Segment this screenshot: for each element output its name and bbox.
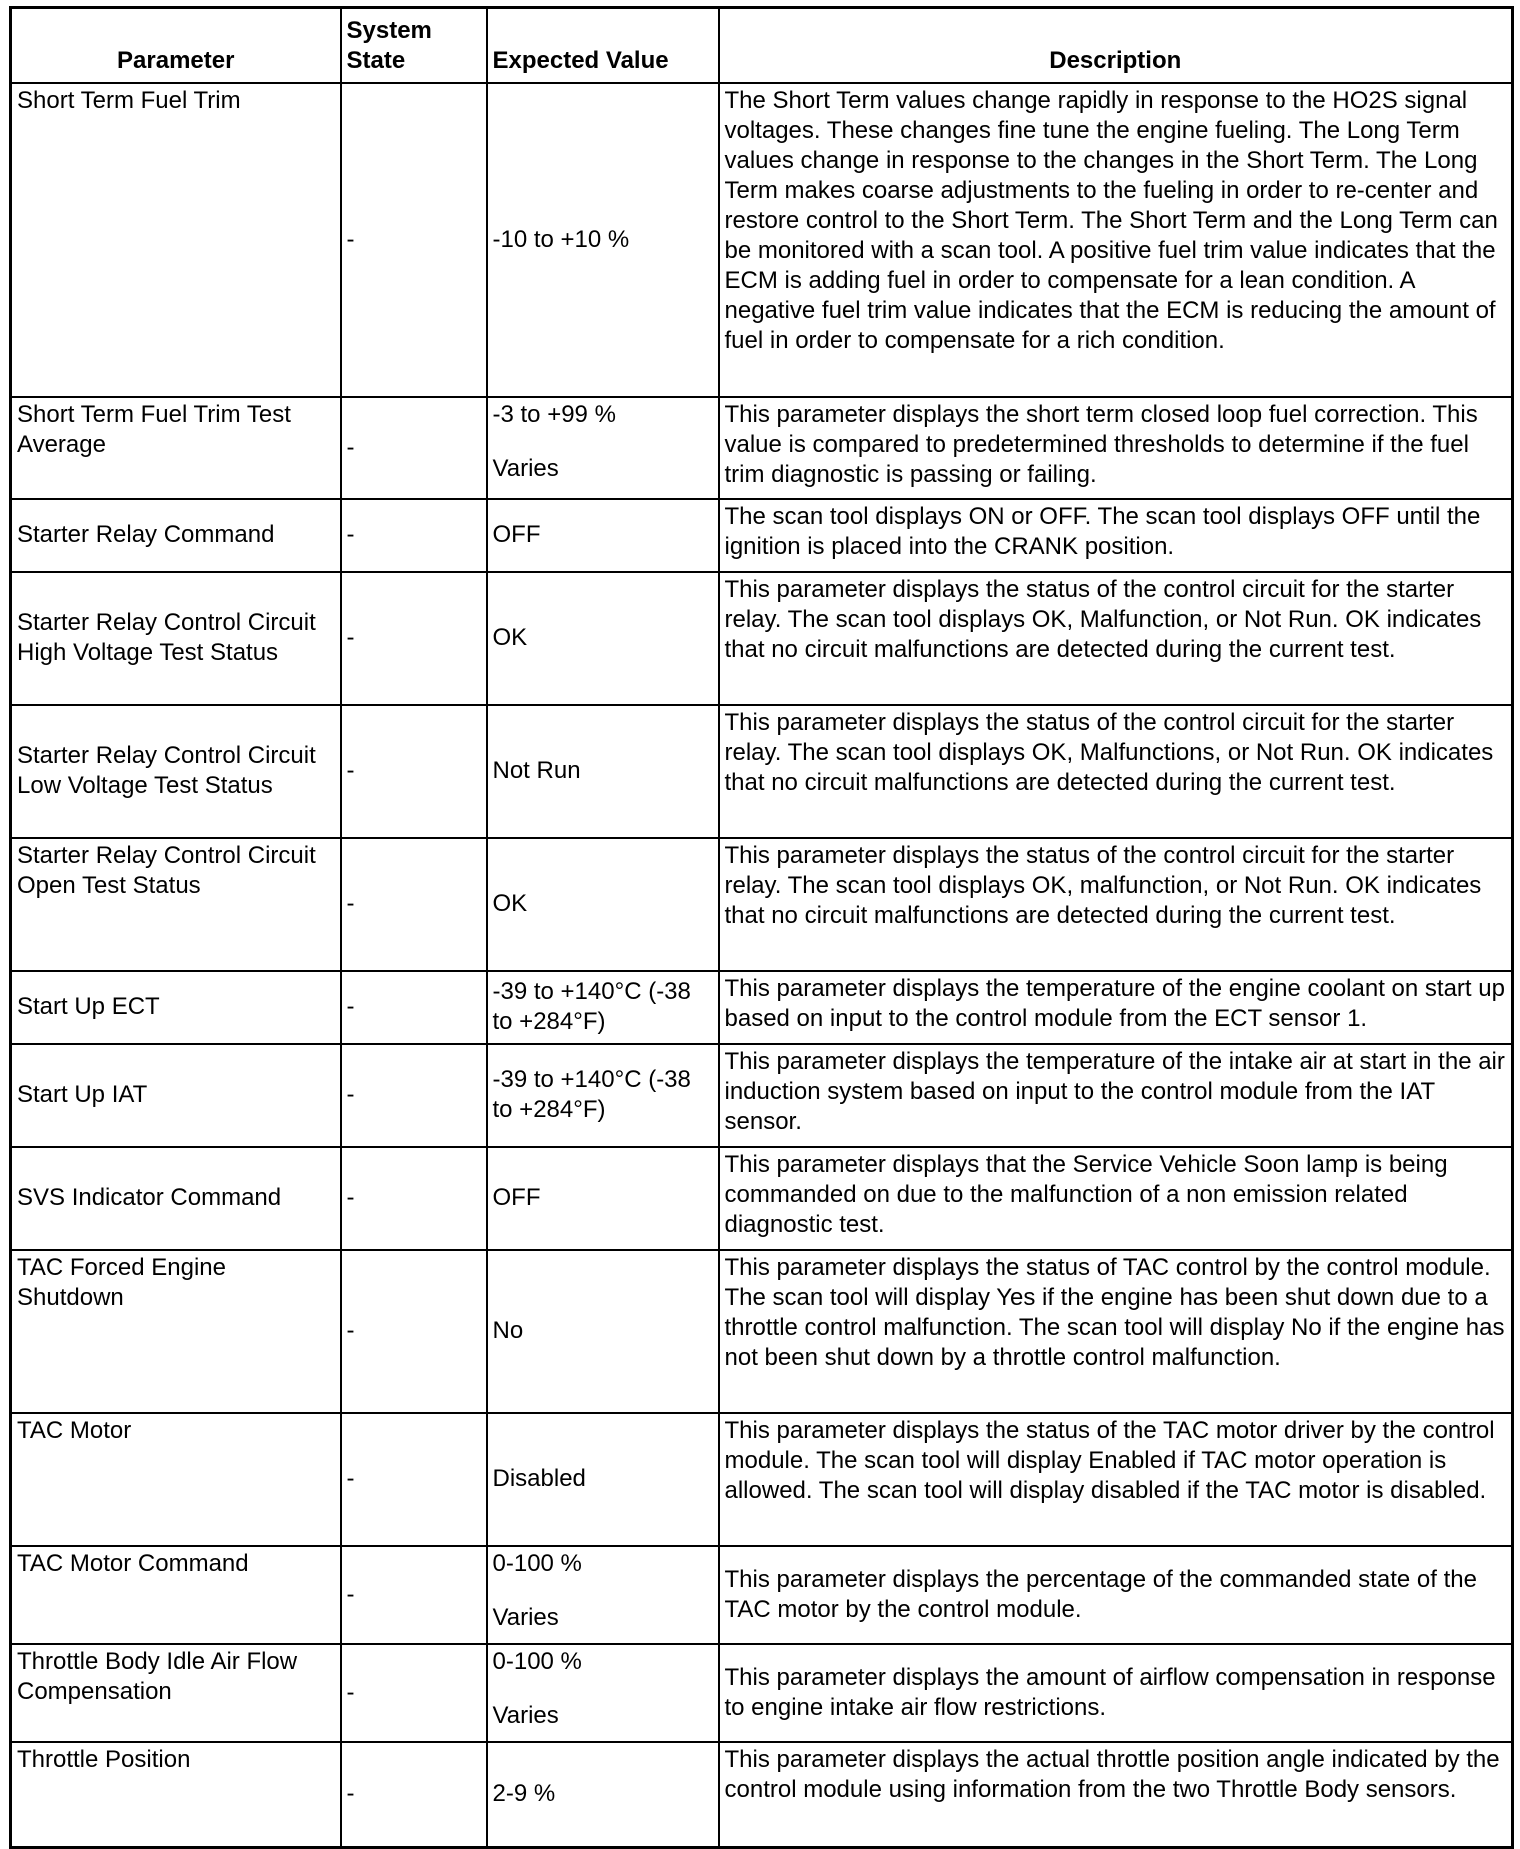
description-cell: The Short Term values change rapidly in response to the HO2S signal voltages. These changes fine tune the engine fueling. The Long Term values change in response to the changes in the Short Term. The Long Term makes coarse adjustments to the fueling in order to re-center and restore control to the Short Term. The Short Term and the Long Term can be monitored with a scan tool. A positive fuel trim value indicates that the ECM is adding fuel in order to compensate for a lean condition. A negative fuel trim value indicates that the ECM is reducing the amount of fuel in order to compensate for a rich condition. [719,83,1513,397]
expected-value: Disabled [492,1465,586,1492]
table-row [11,83,1513,397]
expected-cell [487,572,719,705]
expected-value: OFF [492,521,541,548]
parameter-cell: Short Term Fuel Trim Test Average [11,397,341,499]
header-description: Description [719,8,1513,83]
state-cell: - [341,1413,487,1546]
parameter-table [9,6,1514,1849]
description-cell: This parameter displays the short term closed loop fuel correction. This value is compared to predetermined thresholds to determine if the fuel trim diagnostic is passing or failing. [719,397,1513,499]
expected-value: Not Run [492,757,581,784]
parameter-cell: TAC Motor Command [11,1546,341,1644]
state-cell: - [341,971,487,1044]
table-row [11,1546,1513,1644]
parameter-cell: Throttle Position [11,1742,341,1848]
state-cell: - [341,705,487,838]
description-cell: This parameter displays the temperature of the engine coolant on start up based on input to the control module from the ECT sensor 1. [719,971,1513,1044]
expected-value: -39 to +140°C (-38 to +284°F) [492,1066,691,1123]
parameter-cell: Throttle Body Idle Air Flow Compensation [11,1644,341,1742]
table-row [11,705,1513,838]
description-cell: The scan tool displays ON or OFF. The scan tool displays OFF until the ignition is placed into the CRANK position. [719,499,1513,572]
expected-value: OFF [492,1184,541,1211]
header-expected-value: Expected Value [487,8,719,83]
description-cell: This parameter displays the amount of airflow compensation in response to engine intake air flow restrictions. [719,1644,1513,1742]
parameter-cell: SVS Indicator Command [11,1147,341,1250]
parameter-cell: Short Term Fuel Trim [11,83,341,397]
state-cell: - [341,1644,487,1742]
expected-cell [487,397,719,499]
description-cell: This parameter displays the temperature of the intake air at start in the air induction system based on input to the control module from the IAT sensor. [719,1044,1513,1147]
expected-value-secondary: Varies [492,1603,559,1631]
expected-cell [487,1044,719,1147]
state-cell: - [341,1147,487,1250]
description-cell: This parameter displays that the Service Vehicle Soon lamp is being commanded on due to the malfunction of a non emission related diagnostic test. [719,1147,1513,1250]
table-header-row [11,8,1513,83]
table-row [11,397,1513,499]
table-row [11,1742,1513,1848]
description-cell: This parameter displays the status of the TAC motor driver by the control module. The scan tool will display Enabled if TAC motor operation is allowed. The scan tool will display disabled if the TAC motor is disabled. [719,1413,1513,1546]
expected-cell [487,971,719,1044]
description-cell: This parameter displays the status of the control circuit for the starter relay. The scan tool displays OK, Malfunction, or Not Run. OK indicates that no circuit malfunctions are detected during the current test. [719,572,1513,705]
expected-value: 0-100 % [492,1647,582,1675]
header-system-state: System State [341,8,487,83]
expected-value: -10 to +10 % [492,225,630,253]
state-cell: - [341,1742,487,1848]
state-cell: - [341,572,487,705]
table-row [11,1147,1513,1250]
state-cell: - [341,838,487,971]
table-row [11,1250,1513,1413]
description-cell: This parameter displays the status of the control circuit for the starter relay. The scan tool displays OK, Malfunctions, or Not Run. OK indicates that no circuit malfunctions are detected during the current test. [719,705,1513,838]
table-row [11,971,1513,1044]
expected-cell [487,83,719,397]
table-row [11,1044,1513,1147]
expected-value: 2-9 % [492,1780,556,1808]
table-row [11,838,1513,971]
description-cell: This parameter displays the status of TAC control by the control module. The scan tool will display Yes if the engine has been shut down due to a throttle control malfunction. The scan tool will display No if the engine has not been shut down by a throttle control malfunction. [719,1250,1513,1413]
expected-value: -39 to +140°C (-38 to +284°F) [492,978,691,1035]
expected-value: 0-100 % [492,1549,582,1577]
table-row [11,572,1513,705]
expected-cell [487,1546,719,1644]
description-cell: This parameter displays the percentage of the commanded state of the TAC motor by the control module. [719,1546,1513,1644]
expected-cell [487,499,719,572]
parameter-cell: Starter Relay Control Circuit Open Test Status [11,838,341,971]
expected-value: No [492,1317,524,1344]
parameter-cell: Starter Relay Command [11,499,341,572]
expected-cell [487,1147,719,1250]
description-cell: This parameter displays the actual throttle position angle indicated by the control module using information from the two Throttle Body sensors. [719,1742,1513,1848]
state-cell: - [341,83,487,397]
parameter-cell: Start Up IAT [11,1044,341,1147]
expected-value: -3 to +99 % [492,400,616,428]
expected-cell [487,1250,719,1413]
expected-cell [487,1644,719,1742]
parameter-cell: Starter Relay Control Circuit High Voltage Test Status [11,572,341,705]
parameter-cell: Starter Relay Control Circuit Low Voltage Test Status [11,705,341,838]
expected-value: OK [492,890,528,917]
state-cell: - [341,397,487,499]
description-cell: This parameter displays the status of the control circuit for the starter relay. The scan tool displays OK, malfunction, or Not Run. OK indicates that no circuit malfunctions are detected during the current test. [719,838,1513,971]
expected-cell [487,838,719,971]
header-parameter: Parameter [11,8,341,83]
expected-cell [487,1413,719,1546]
expected-cell [487,1742,719,1848]
table-row [11,499,1513,572]
state-cell: - [341,1044,487,1147]
expected-cell [487,705,719,838]
parameter-cell: TAC Motor [11,1413,341,1546]
state-cell: - [341,1250,487,1413]
parameter-cell: TAC Forced Engine Shutdown [11,1250,341,1413]
expected-value-secondary: Varies [492,454,559,482]
expected-value: OK [492,624,528,651]
state-cell: - [341,1546,487,1644]
parameter-cell: Start Up ECT [11,971,341,1044]
table-row [11,1413,1513,1546]
state-cell: - [341,499,487,572]
expected-value-secondary: Varies [492,1701,559,1729]
table-row [11,1644,1513,1742]
